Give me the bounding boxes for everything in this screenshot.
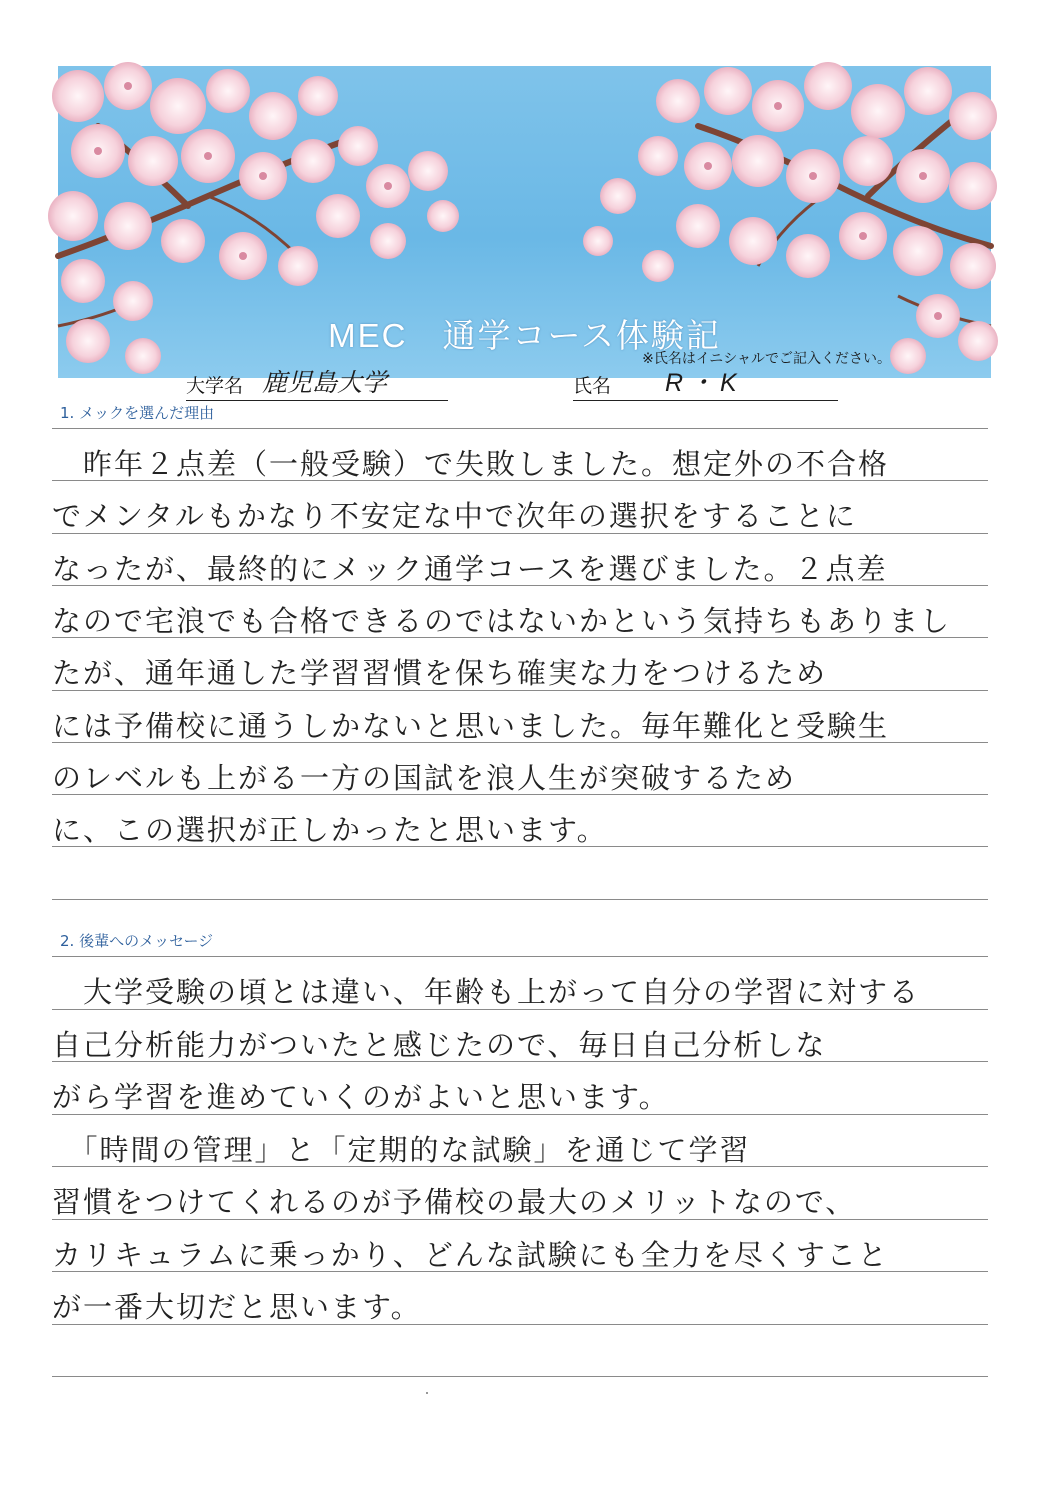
handwritten-line: カリキュラムに乗っかり、どんな試験にも全力を尽くすこと: [52, 1237, 889, 1272]
banner-title: MEC 通学コース体験記: [328, 317, 721, 354]
ruled-line: [52, 1376, 988, 1377]
handwritten-line: なので宅浪でも合格できるのではないかという気持ちもありまし: [52, 603, 952, 638]
section2-heading: 2. 後輩へのメッセージ: [60, 932, 214, 950]
handwritten-line: 自己分析能力がついたと感じたので、毎日自己分析しな: [52, 1027, 827, 1062]
handwritten-line: がら学習を進めていくのがよいと思います。: [52, 1080, 670, 1114]
university-label: 大学名: [186, 375, 244, 397]
ruled-line: [52, 899, 988, 900]
name-field: [573, 366, 838, 401]
initials-note: ※氏名はイニシャルでご記入ください。: [642, 351, 891, 367]
handwritten-line: たが、通年通した学習習慣を保ち確実な力をつけるため: [52, 656, 828, 691]
ruled-line: [52, 956, 988, 957]
section1-ruled-area: [52, 428, 988, 908]
handwritten-line: が一番大切だと思います。: [52, 1290, 422, 1324]
stray-mark: [426, 1392, 428, 1394]
handwritten-line: には予備校に通うしかないと思いました。毎年難化と受験生: [52, 708, 890, 743]
handwritten-line: 大学受験の頃とは違い、年齢も上がって自分の学習に対する: [52, 975, 921, 1009]
header-banner: [58, 66, 991, 397]
handwritten-line: に、この選択が正しかったと思います。: [52, 813, 608, 848]
handwritten-line: 習慣をつけてくれるのが予備校の最大のメリットなので、: [52, 1185, 857, 1219]
ruled-line: [52, 428, 988, 429]
name-label: 氏名: [573, 375, 612, 397]
section1-heading: 1. メックを選んだ理由: [60, 404, 215, 422]
handwritten-line: でメンタルもかなり不安定な中で次年の選択をすることに: [52, 499, 857, 534]
university-field: [186, 366, 448, 401]
section2-ruled-area: [52, 956, 988, 1386]
handwritten-line: なったが、最終的にメック通学コースを選びました。２点差: [52, 551, 888, 586]
handwritten-line: 「時間の管理」と「定期的な試験」を通じて学習: [52, 1132, 751, 1167]
handwritten-line: のレベルも上がる一方の国試を浪人生が突破するため: [52, 760, 797, 795]
university-value: 鹿児島大学: [262, 368, 388, 397]
name-value: R・K: [665, 369, 743, 397]
handwritten-line: 昨年２点差（一般受験）で失敗しました。想定外の不合格: [52, 447, 890, 481]
